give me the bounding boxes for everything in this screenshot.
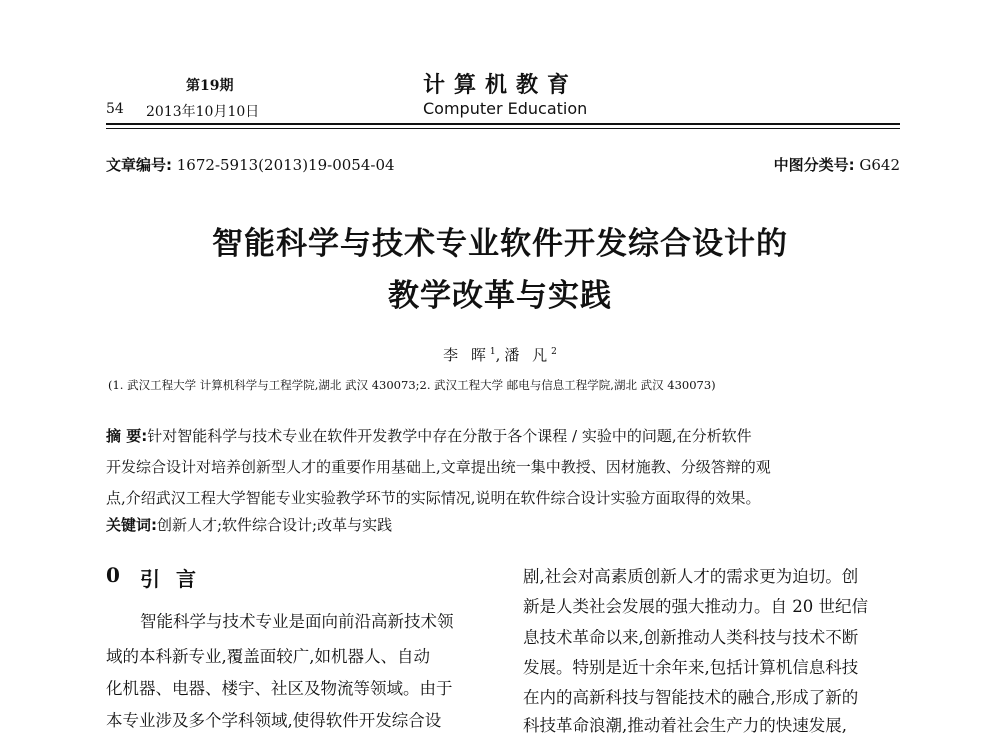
article-id xyxy=(106,154,395,175)
section-number: 0 xyxy=(106,563,120,587)
paper-title-line-1: 智能科学与技术专业软件开发综合设计的 xyxy=(212,226,788,262)
affiliation: (1. 武汉工程大学 计算机科学与工程学院,湖北 武汉 430073;2. 武汉工程大学 邮电与信息工程学院,湖北 武汉 430073) xyxy=(108,378,716,392)
article-id-value: 1672-5913(2013)19-0054-04 xyxy=(172,156,395,174)
body-right-line-6: 科技革命浪潮,推动着社会生产力的快速发展, xyxy=(523,716,847,735)
classification-id xyxy=(774,154,900,175)
page-number: 54 xyxy=(106,101,124,117)
keywords-label: 关键词: xyxy=(106,516,157,534)
body-left-line-2: 域的本科新专业,覆盖面较广,如机器人、自动 xyxy=(106,647,430,666)
author-line xyxy=(0,344,1000,365)
journal-title-cn: 计算机教育 xyxy=(423,72,579,98)
section-title: 引言 xyxy=(140,567,212,591)
abstract-label: 摘 要: xyxy=(106,427,148,445)
body-right-line-2: 新是人类社会发展的强大推动力。自 20 世纪信 xyxy=(523,597,868,616)
body-left-line-4: 本专业涉及多个学科领域,使得软件开发综合设 xyxy=(106,711,442,730)
article-id-label: 文章编号: xyxy=(106,156,172,174)
classification-value: G642 xyxy=(854,156,900,174)
keywords-line xyxy=(106,515,900,535)
classification-label: 中图分类号: xyxy=(773,156,855,174)
journal-title-en: Computer Education xyxy=(423,99,588,118)
abstract-line-3: 点,介绍武汉工程大学智能专业实验教学环节的实际情况,说明在软件综合设计实验方面取得的效果。 xyxy=(106,489,761,507)
author-2-affil-mark: 2 xyxy=(551,347,557,357)
abstract-line-1 xyxy=(106,426,900,446)
author-2: 潘 凡 xyxy=(504,346,552,364)
body-right-line-5: 在内的高新科技与智能技术的融合,形成了新的 xyxy=(523,688,859,707)
body-right-line-1: 剧,社会对高素质创新人才的需求更为迫切。创 xyxy=(523,567,859,586)
body-left-line-1: 智能科学与技术专业是面向前沿高新技术领 xyxy=(140,612,454,631)
paper-title-line-2: 教学改革与实践 xyxy=(388,278,612,314)
body-right-line-3: 息技术革命以来,创新推动人类科技与技术不断 xyxy=(523,628,859,647)
author-1: 李 晖 xyxy=(443,346,490,364)
header-rule-thick xyxy=(106,123,900,125)
body-right-line-4: 发展。特别是近十余年来,包括计算机信息科技 xyxy=(523,658,859,677)
author-1-affil-mark: 1 xyxy=(489,347,496,357)
issue-date: 2013年10月10日 xyxy=(146,104,260,120)
issue-number: 第19期 xyxy=(186,78,234,94)
abstract-line-2: 开发综合设计对培养创新型人才的重要作用基础上,文章提出统一集中教授、因材施教、分级答辩的观 xyxy=(106,458,771,476)
abstract-text-1: 针对智能科学与技术专业在软件开发教学中存在分散于各个课程 / 实验中的问题,在分析软件 xyxy=(147,427,752,445)
body-left-line-3: 化机器、电器、楼宇、社区及物流等领域。由于 xyxy=(106,679,453,698)
header-rule-thin xyxy=(106,128,900,129)
keywords-text: 创新人才;软件综合设计;改革与实践 xyxy=(157,516,393,534)
author-separator: , xyxy=(495,346,505,364)
